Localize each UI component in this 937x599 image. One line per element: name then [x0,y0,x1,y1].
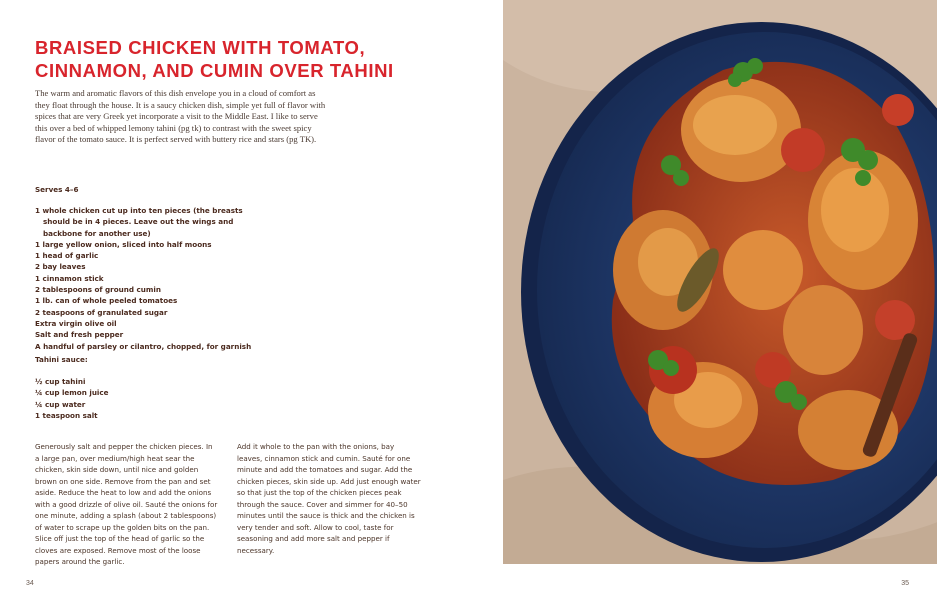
page-number-left: 34 [26,580,34,587]
ingredient-item: 1 large yellow onion, sliced into half moons [35,239,212,249]
ingredient-item: 1 whole chicken cut up into ten pieces (the breasts should be in 4 pieces. Leave out the wings and backbone for another use) [35,206,243,238]
page-number-right: 35 [901,580,909,587]
recipe-title-line-1: BRAISED CHICKEN WITH TOMATO, [35,37,366,58]
recipe-title [35,36,455,82]
ingredient-item: A handful of parsley or cilantro, chopped, for garnish [35,341,252,351]
ingredient-item: 1 lb. can of whole peeled tomatoes [35,296,178,306]
recipe-intro: The warm and aromatic flavors of this dish envelope you in a cloud of comfort as they float through the house. It is a saucy chicken dish, simple yet full of flavor with spices that are very Greek yet incorporate a visit to the Middle East. I like to serve this over a bed of whipped lemony tahini (pg tk) to contrast with the sweet spicy flavor of the tomato sauce. It is perfect served with buttery rice and stars (pg TK). [35,88,326,145]
ingredient-item: 2 teaspoons of granulated sugar [35,307,168,317]
ingredient-list [35,205,265,352]
sauce-item: 1 teaspoon salt [35,410,98,420]
dish-illustration [503,0,937,564]
ingredient-item: 1 head of garlic [35,251,99,261]
ingredient-item: 2 bay leaves [35,262,86,272]
tahini-sauce-heading: Tahini sauce: [35,355,88,364]
sauce-item: ¼ cup lemon juice [35,388,109,398]
tahini-sauce-list [35,376,235,421]
ingredient-item: Extra virgin olive oil [35,318,117,328]
ingredient-item: Salt and fresh pepper [35,330,124,340]
serves-label: Serves 4–6 [35,185,79,194]
dish-photo [503,0,937,564]
recipe-title-line-2: CINNAMON, AND CUMIN OVER TAHINI [35,60,394,81]
right-page [470,0,937,599]
ingredient-item: 2 tablespoons of ground cumin [35,285,161,295]
method-column-2: Add it whole to the pan with the onions, bay leaves, cinnamon stick and cumin. Sauté for one minute and add the tomatoes and sugar. Add the chicken pieces, skin side up. Add just enough water so that just the top of the chicken pieces peak through the sauce. Cover and simmer for 40–50 minutes until the sauce is thick and the chicken is very tender and soft. Allow to cool, taste for seasoning and add more salt and pepper if necessary. [237,442,421,555]
ingredient-item: 1 cinnamon stick [35,273,104,283]
method-column-1: Generously salt and pepper the chicken pieces. In a large pan, over medium/high heat sear the chicken, skin side down, until nice and golden brown on one side. Remove from the pan and set aside. Reduce the heat to low and add the onions with a good drizzle of olive oil. Sauté the onions for one minute, adding a splash (about 2 tablespoons) of water to scrape up the golden bits on the pan. Slice off just the top of the head of garlic so the cloves are exposed. Remove most of the loose papers around the garlic. [35,442,218,566]
sauce-item: ¼ cup water [35,399,86,409]
sauce-item: ½ cup tahini [35,377,86,386]
